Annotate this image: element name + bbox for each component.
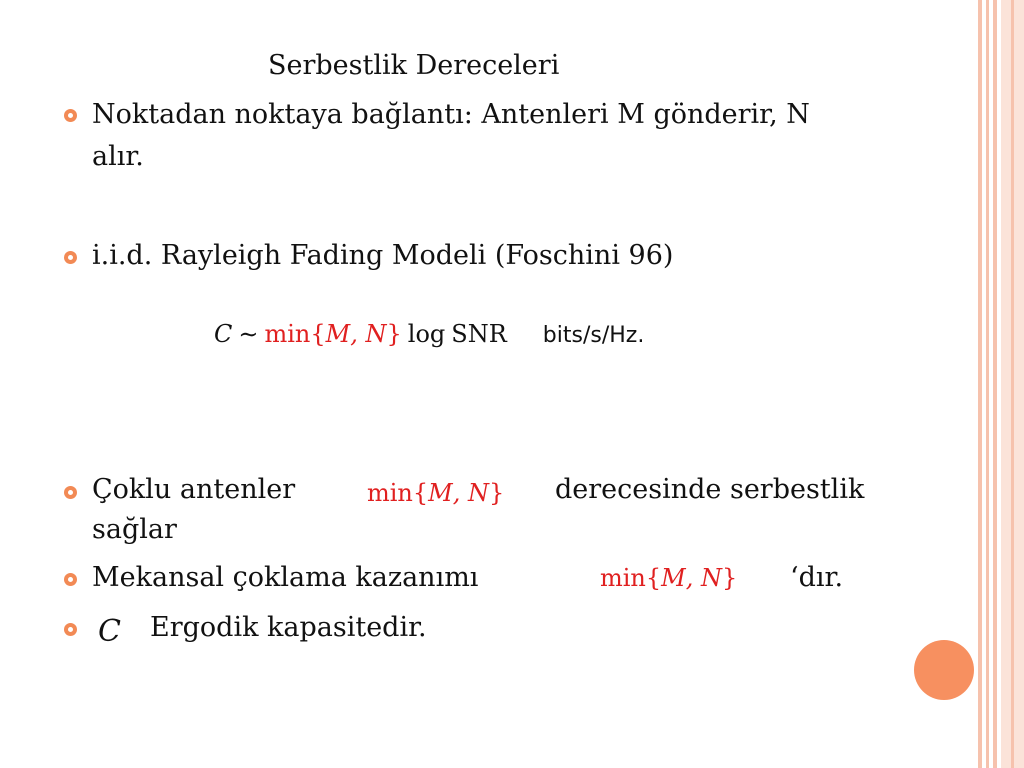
bullet-1-line-2: alır. xyxy=(92,141,144,172)
formula-snr: SNR xyxy=(451,320,507,348)
bullet-1-line-1: Noktadan noktaya bağlantı: Antenleri M gönderir, N xyxy=(92,99,810,130)
bullet-3-text-after: derecesinde serbestlik xyxy=(555,474,865,505)
min-close: } xyxy=(489,479,505,507)
accent-circle xyxy=(914,640,974,700)
formula-relation: ∼ xyxy=(238,320,259,348)
min-open: { xyxy=(645,564,662,592)
min-func: min xyxy=(600,564,646,592)
bullet-icon xyxy=(64,573,77,586)
formula-min-func: min xyxy=(264,320,311,348)
bullet-4-text-after: ‘dır. xyxy=(790,562,844,593)
border-stripe xyxy=(986,0,989,768)
formula-lhs: C xyxy=(214,320,233,348)
bullet-4-text-before: Mekansal çoklama kazanımı xyxy=(92,562,479,593)
bullet-3-text-before: Çoklu antenler xyxy=(92,474,296,505)
formula-unit: bits/s/Hz. xyxy=(542,323,645,348)
formula-log: log xyxy=(407,320,446,348)
slide-title: Serbestlik Dereceleri xyxy=(268,50,560,81)
bullet-2-text: i.i.d. Rayleigh Fading Modeli (Foschini 96) xyxy=(92,240,674,271)
bullet-icon xyxy=(64,486,77,499)
border-stripe xyxy=(1011,0,1014,768)
bullet-3-line-2: sağlar xyxy=(92,514,177,545)
bullet-icon xyxy=(64,109,77,122)
bullet-4-min-expression xyxy=(600,562,737,594)
bullet-5-math-symbol: C xyxy=(98,614,121,649)
min-open: { xyxy=(412,479,429,507)
border-stripe xyxy=(978,0,982,768)
bullet-5-text: Ergodik kapasitedir. xyxy=(150,612,427,643)
formula-min-args: M, N xyxy=(325,320,387,348)
capacity-formula xyxy=(214,318,644,352)
min-close: } xyxy=(722,564,738,592)
formula-min-open: { xyxy=(310,320,326,348)
border-stripe xyxy=(993,0,997,768)
min-args: M, N xyxy=(661,564,723,592)
formula-min-close: } xyxy=(386,320,402,348)
bullet-icon xyxy=(64,623,77,636)
bullet-3-min-expression xyxy=(367,477,504,509)
min-func: min xyxy=(367,479,413,507)
bullet-icon xyxy=(64,251,77,264)
min-args: M, N xyxy=(428,479,490,507)
